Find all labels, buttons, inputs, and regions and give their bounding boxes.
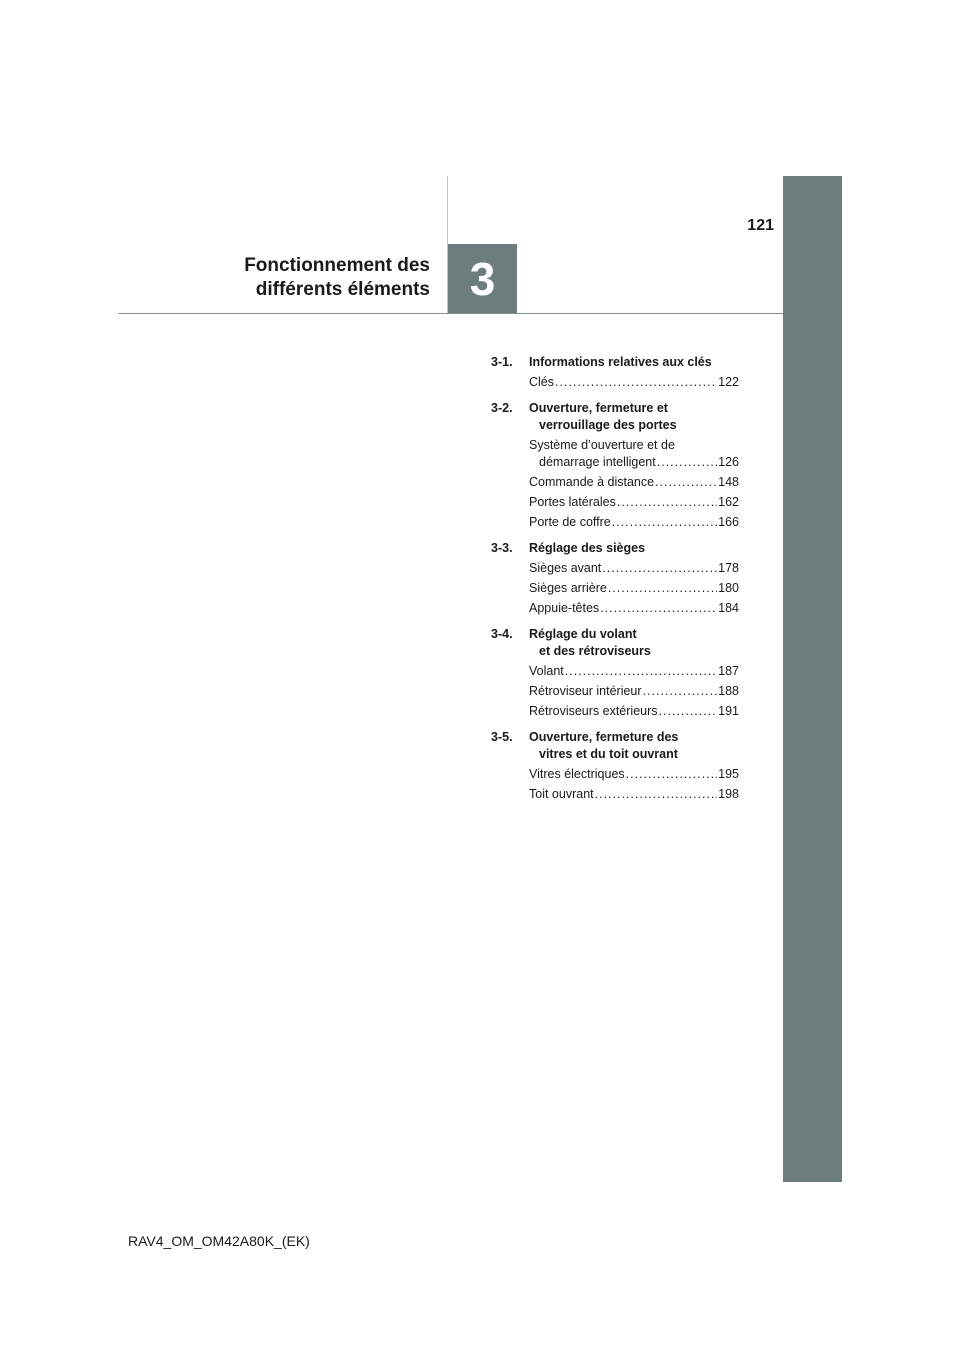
toc-section-title-line: Informations relatives aux clés — [529, 355, 712, 369]
toc-entry-page: 195 — [718, 767, 739, 781]
toc-entry-page: 126 — [718, 455, 739, 469]
toc-entry-line — [529, 766, 739, 783]
toc-section — [491, 540, 739, 557]
toc-section-title-line: et des rétroviseurs — [539, 644, 651, 658]
toc-entry-page: 198 — [718, 787, 739, 801]
toc-entry-label: Sièges avant — [529, 561, 602, 575]
document-code: RAV4_OM_OM42A80K_(EK) — [128, 1233, 310, 1249]
toc-entry-label: Rétroviseur intérieur — [529, 684, 642, 698]
toc-dot-leader — [612, 514, 717, 531]
toc-entry-link[interactable] — [491, 786, 739, 803]
toc-entry-line — [529, 703, 739, 720]
toc-entry-line — [529, 683, 739, 700]
toc-entry-page: 180 — [718, 581, 739, 595]
chapter-number: 3 — [469, 252, 496, 305]
toc-section-title — [529, 626, 739, 660]
toc-entry-page: 166 — [718, 515, 739, 529]
toc-entry-line — [529, 560, 739, 577]
table-of-contents — [491, 354, 739, 803]
toc-entry-label: Volant — [529, 664, 564, 678]
toc-dot-leader — [608, 580, 717, 597]
chapter-title — [244, 254, 430, 302]
toc-section — [491, 729, 739, 763]
toc-section-title — [529, 540, 739, 557]
toc-entry-page: 187 — [718, 664, 739, 678]
toc-entry-link[interactable] — [491, 683, 739, 700]
toc-entry-label: Système d’ouverture et de — [529, 438, 675, 452]
toc-entry-line — [529, 437, 739, 454]
toc-dot-leader — [657, 454, 717, 471]
toc-dot-leader — [659, 703, 718, 720]
toc-entry-link[interactable] — [491, 580, 739, 597]
toc-entry-label: Appuie-têtes — [529, 601, 600, 615]
toc-entry-link[interactable] — [491, 474, 739, 491]
toc-entry-line — [529, 580, 739, 597]
toc-section-number: 3-4. — [491, 627, 513, 641]
toc-entry-label: démarrage intelligent — [539, 455, 656, 469]
toc-entry-label: Clés — [529, 375, 555, 389]
toc-entry-link[interactable] — [491, 437, 739, 471]
toc-section-number: 3-2. — [491, 401, 513, 415]
toc-entry-line — [529, 454, 739, 471]
toc-entry-label: Toit ouvrant — [529, 787, 594, 801]
toc-entry-page: 178 — [718, 561, 739, 575]
toc-section-number: 3-3. — [491, 541, 513, 555]
toc-section-number: 3-1. — [491, 355, 513, 369]
toc-section — [491, 400, 739, 434]
toc-entry-link[interactable] — [491, 374, 739, 391]
toc-entry-label: Portes latérales — [529, 495, 616, 509]
toc-dot-leader — [655, 474, 717, 491]
toc-section-number: 3-5. — [491, 730, 513, 744]
chapter-title-line1: Fonctionnement des — [244, 255, 430, 276]
toc-entry-page: 162 — [718, 495, 739, 509]
toc-entry-page: 148 — [718, 475, 739, 489]
toc-section-title-line: Réglage des sièges — [529, 541, 646, 555]
toc-entry-line — [529, 474, 739, 491]
chapter-number-box — [448, 244, 517, 313]
toc-dot-leader — [555, 374, 717, 391]
toc-section-title — [529, 729, 739, 763]
toc-entry-link[interactable] — [491, 514, 739, 531]
toc-entry-line — [529, 374, 739, 391]
toc-entry-line — [529, 600, 739, 617]
toc-section-title-line: verrouillage des portes — [539, 418, 677, 432]
toc-dot-leader — [565, 663, 717, 680]
toc-entry-label: Sièges arrière — [529, 581, 607, 595]
toc-section — [491, 354, 739, 371]
toc-entry-link[interactable] — [491, 703, 739, 720]
toc-entry-label: Rétroviseurs extérieurs — [529, 704, 658, 718]
toc-section-title — [529, 400, 739, 434]
toc-section-title-line: Ouverture, fermeture des — [529, 730, 679, 744]
toc-dot-leader — [595, 786, 718, 803]
toc-section-title-line: Réglage du volant — [529, 627, 637, 641]
toc-dot-leader — [626, 766, 717, 783]
toc-dot-leader — [600, 600, 717, 617]
toc-section-title — [529, 354, 739, 371]
toc-entry-link[interactable] — [491, 766, 739, 783]
toc-section-title-line: Ouverture, fermeture et — [529, 401, 668, 415]
chapter-side-tab — [783, 176, 842, 1182]
toc-entry-page: 188 — [718, 684, 739, 698]
header-horizontal-rule — [118, 313, 783, 314]
toc-entry-page: 122 — [718, 375, 739, 389]
toc-entry-line — [529, 786, 739, 803]
toc-entry-page: 191 — [718, 704, 739, 718]
toc-section — [491, 626, 739, 660]
toc-entry-label: Commande à distance — [529, 475, 655, 489]
toc-entry-line — [529, 494, 739, 511]
toc-dot-leader — [643, 683, 718, 700]
toc-dot-leader — [602, 560, 717, 577]
toc-entry-line — [529, 663, 739, 680]
toc-entry-line — [529, 514, 739, 531]
toc-entry-link[interactable] — [491, 494, 739, 511]
toc-entry-link[interactable] — [491, 560, 739, 577]
toc-entry-label: Porte de coffre — [529, 515, 611, 529]
toc-entry-link[interactable] — [491, 663, 739, 680]
page-number: 121 — [747, 217, 774, 234]
toc-section-title-line: vitres et du toit ouvrant — [539, 747, 678, 761]
toc-entry-label: Vitres électriques — [529, 767, 625, 781]
toc-entry-link[interactable] — [491, 600, 739, 617]
toc-dot-leader — [617, 494, 717, 511]
toc-entry-page: 184 — [718, 601, 739, 615]
chapter-title-line2: différents éléments — [255, 279, 430, 300]
